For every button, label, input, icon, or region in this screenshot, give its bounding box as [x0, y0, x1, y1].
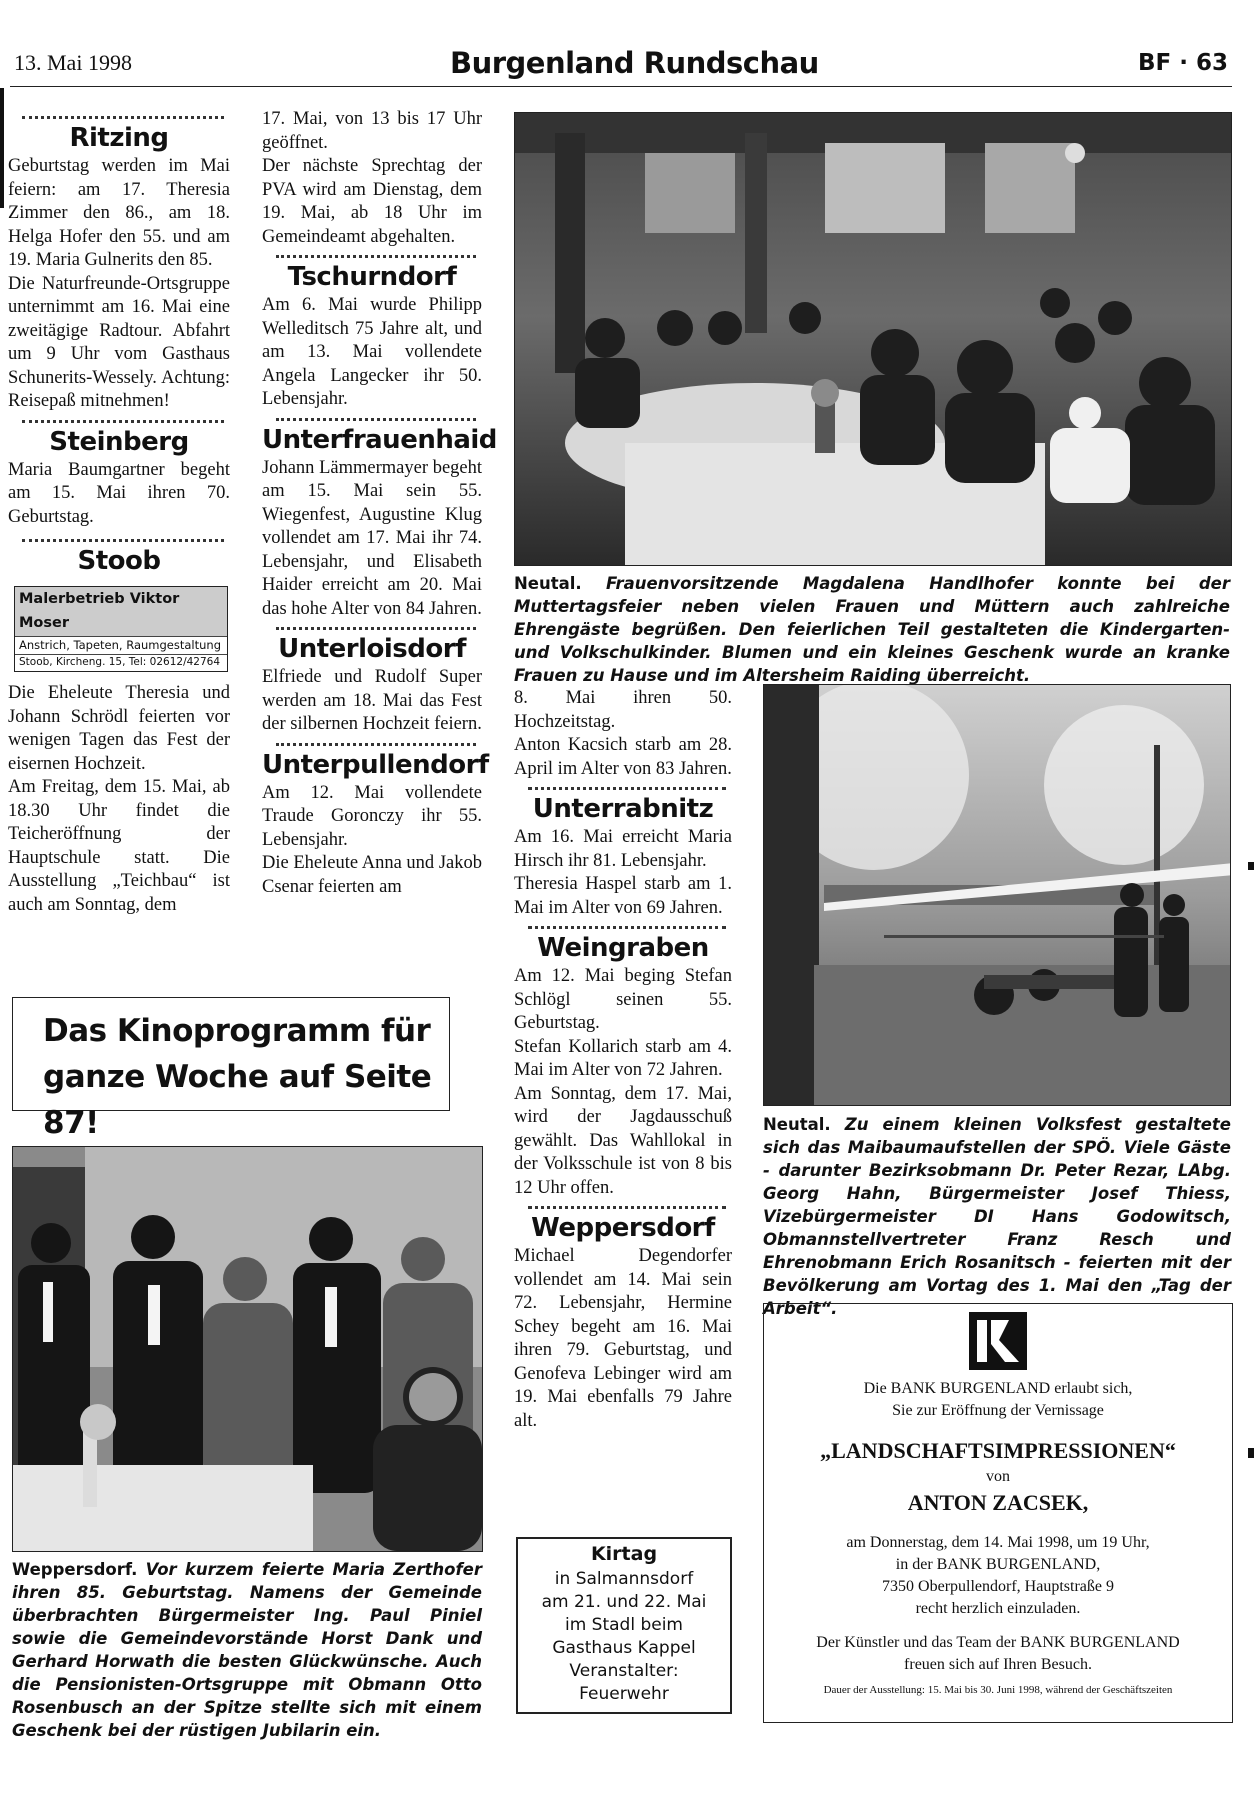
heading-weppersdorf: Weppersdorf [531, 1213, 715, 1243]
bank-ad-line: 7350 Oberpullendorf, Hauptstraße 9 [882, 1578, 1114, 1595]
ad-line: Anstrich, Tapeten, Raumgestaltung [19, 638, 222, 652]
article-text: Michael Degendorfer vollendet am 14. Mai sein 72. Lebensjahr, Hermine Schey begeht am 16. Mai ihren 79. Geburtstag, und Genofeva Lebinger wird am 19. Mai ebenfalls 79 Jahre alt. [514, 1246, 732, 1431]
article-text: Am Sonntag, dem 17. Mai, wird der Jagdausschuß gewählt. Das Wahllokal in der Volksschule ist von 8 bis 12 Uhr offen. [514, 1083, 732, 1198]
bank-burgenland-ad [763, 1303, 1233, 1723]
issue-date: 13. Mai 1998 [14, 50, 132, 75]
article-text: Am 12. Mai beging Stefan Schlögl seinen 55. Geburtstag. [514, 966, 732, 1033]
cinema-notice-line: ganze Woche auf Seite 87! [43, 1059, 432, 1141]
caption-weppersdorf [12, 1558, 482, 1742]
section-divider [528, 787, 726, 790]
kirtag-line: Feuerwehr [579, 1684, 669, 1704]
photo-muttertagsfeier [514, 112, 1232, 566]
photo-weppersdorf-geburtstag [12, 1146, 483, 1552]
kirtag-line: Gasthaus Kappel [552, 1638, 696, 1658]
scan-edge-mark [0, 88, 4, 208]
column-1 [8, 108, 230, 917]
article-text: Der nächste Sprechtag der PVA wird am Dienstag, dem 19. Mai, ab 18 Uhr im Gemeindeamt abgehalten. [262, 156, 482, 247]
bank-ad-line: Die BANK BURGENLAND erlaubt sich, [863, 1380, 1133, 1397]
scan-edge-mark [1248, 862, 1254, 870]
bank-ad-line: recht herzlich einzuladen. [915, 1600, 1081, 1617]
bank-ad-line: in der BANK BURGENLAND, [895, 1556, 1101, 1573]
photo-maibaumaufstellen [763, 684, 1231, 1106]
caption-lead: Neutal. [763, 1115, 831, 1134]
article-text: Die Naturfreunde-Ortsgruppe unternimmt am 16. Mai eine zweitägige Radtour. Abfahrt um 9 Uhr vom Gasthaus Schunerits-Wessely. Achtung: Reisepaß mitnehmen! [8, 273, 230, 411]
exhibition-title: „LANDSCHAFTSIMPRESSIONEN“ [820, 1438, 1176, 1463]
article-text: Am 6. Mai wurde Philipp Welleditsch 75 Jahre alt, und am 13. Mai vollendete Angela Langecker ihr 50. Lebensjahr. [262, 295, 482, 409]
caption-muttertagsfeier [514, 572, 1230, 687]
caption-text: Frauenvorsitzende Magdalena Handlhofer konnte bei der Muttertagsfeier neben vielen Frauen und Müttern auch zahlreiche Ehrengäste begrüßen. Den feierlichen Teil gestalteten die Kindergarten- und Volkschulkinder. Blumen und ein kleines Geschenk wurde an kranke Frauen zu Hause und im Altersheim Raiding überreicht. [514, 574, 1230, 685]
heading-unterrabnitz: Unterrabnitz [532, 794, 714, 824]
article-text: Theresia Haspel starb am 1. Mai im Alter von 69 Jahren. [514, 874, 732, 918]
bank-ad-line: am Donnerstag, dem 14. Mai 1998, um 19 Uhr, [846, 1534, 1150, 1551]
bank-ad-line: Sie zur Eröffnung der Vernissage [892, 1402, 1104, 1419]
heading-ritzing: Ritzing [69, 123, 169, 153]
section-divider [528, 1206, 726, 1209]
section-divider [276, 627, 476, 630]
caption-text: Zu einem kleinen Volksfest gestaltete sich das Maibaumaufstellen der SPÖ. Viele Gäste - darunter Bezirksobmann Dr. Peter Rezar, LAbg. Georg Hahn, Bürgermeister Josef Thiess, Vizebürgermeister DI Hans Godowitsch, Obmannstellvertreter Franz Resch und Ehrenobmann Erich Rosanitsch - feierten mit der Bevölkerung am Vortag des 1. Mai den „Tag der Arbeit“. [763, 1115, 1231, 1318]
article-text: Elfriede und Rudolf Super werden am 18. Mai das Fest der silbernen Hochzeit feiern. [262, 667, 482, 734]
section-divider [22, 116, 224, 119]
section-divider [276, 255, 476, 258]
bank-logo-icon [969, 1312, 1027, 1370]
article-text: Am 16. Mai erreicht Maria Hirsch ihr 81. Lebensjahr. [514, 827, 732, 871]
article-text: Am 12. Mai vollendete Traude Goronczy ihr 55. Lebensjahr. [262, 782, 482, 850]
article-text: 17. Mai, von 13 bis 17 Uhr geöffnet. [262, 109, 482, 153]
kirtag-line: Veranstalter: [569, 1661, 679, 1681]
scan-edge-mark [1248, 1448, 1254, 1458]
ad-line: Stoob, Kircheng. 15, Tel: 02612/42764 [15, 654, 227, 671]
section-divider [276, 418, 476, 421]
article-text: Stefan Kollarich starb am 4. Mai im Alter von 72 Jahren. [514, 1036, 732, 1080]
cinema-notice-line: Das Kinoprogramm für [43, 1013, 431, 1049]
bank-ad-line: freuen sich auf Ihren Besuch. [904, 1656, 1092, 1673]
section-divider [22, 420, 224, 423]
page-number: BF · 63 [1138, 50, 1229, 76]
caption-lead: Neutal. [514, 574, 582, 593]
heading-weingraben: Weingraben [537, 933, 709, 963]
caption-maibaumaufstellen [763, 1113, 1231, 1320]
header-rule [10, 86, 1232, 87]
article-text: 8. Mai ihren 50. Hochzeitstag. [514, 688, 732, 732]
bank-ad-line: Der Künstler und das Team der BANK BURGENLAND [816, 1634, 1180, 1651]
artist-name: ANTON ZACSEK, [907, 1490, 1089, 1515]
article-text: Die Eheleute Anna und Jakob Csenar feierten am [262, 853, 482, 897]
newspaper-title: Burgenland Rundschau [450, 46, 819, 80]
column-3 [514, 687, 732, 1433]
painter-ad [14, 586, 228, 672]
heading-unterloisdorf: Unterloisdorf [278, 634, 466, 664]
article-text: Maria Baumgartner begeht am 15. Mai ihren 70. Geburtstag. [8, 459, 230, 527]
exhibition-duration: Dauer der Ausstellung: 15. Mai bis 30. Juni 1998, während der Geschäftszeiten [823, 1684, 1173, 1696]
article-text: Anton Kacsich starb am 28. April im Alter von 83 Jahren. [514, 735, 732, 779]
kirtag-notice [516, 1537, 732, 1714]
caption-lead: Weppersdorf. [12, 1560, 138, 1579]
caption-text: Vor kurzem feierte Maria Zerthofer ihren 85. Geburtstag. Namens der Gemeinde überbrachten Bürgermeister Ing. Paul Piniel sowie die Gemeindevorstände Horst Dank und Gerhard Horwath die besten Glückwünsche. Auch die Pensionisten-Ortsgruppe mit Obmann Otto Rosenbusch an der Spitze stellte sich mit einem Geschenk bei der rüstigen Jubilarin ein. [12, 1560, 483, 1740]
kirtag-line: in Salmannsdorf [554, 1569, 694, 1589]
section-divider [528, 926, 726, 929]
article-text: Johann Lämmermayer begeht am 15. Mai sein 55. Wiegenfest, Augustine Klug vollendet am 17. Mai ihr 74. Lebensjahr, und Elisabeth Haider erreicht am 20. Mai das hohe Alter von 84 Jahren. [262, 457, 482, 619]
heading-unterfrauenhaid: Unterfrauenhaid [262, 424, 497, 455]
kirtag-line: im Stadl beim [564, 1615, 683, 1635]
article-text: Am Freitag, dem 15. Mai, ab 18.30 Uhr findet die Teicheröffnung der Hauptschule statt. Die Ausstellung „Teichbau“ ist auch am Sonntag, dem [8, 777, 230, 915]
heading-stoob: Stoob [77, 546, 161, 576]
section-divider [276, 743, 476, 746]
article-text: Geburtstag werden im Mai feiern: am 17. Theresia Zimmer den 86., am 18. Helga Hofer den 55. und am 19. Maria Gulnerits den 85. [8, 156, 230, 270]
heading-unterpullendorf: Unterpullendorf [262, 749, 489, 780]
kirtag-title: Kirtag [590, 1543, 658, 1565]
ad-title: Malerbetrieb Viktor Moser [15, 587, 227, 637]
column-2 [262, 108, 497, 899]
section-divider [22, 539, 224, 542]
kirtag-line: am 21. und 22. Mai [541, 1592, 707, 1612]
bank-ad-line: von [986, 1468, 1010, 1485]
article-text: Die Eheleute Theresia und Johann Schrödl feierten vor wenigen Tagen das Fest der eisernen Hochzeit. [8, 683, 230, 774]
cinema-notice-box [12, 997, 450, 1141]
heading-steinberg: Steinberg [49, 426, 189, 457]
heading-tschurndorf: Tschurndorf [287, 262, 457, 292]
